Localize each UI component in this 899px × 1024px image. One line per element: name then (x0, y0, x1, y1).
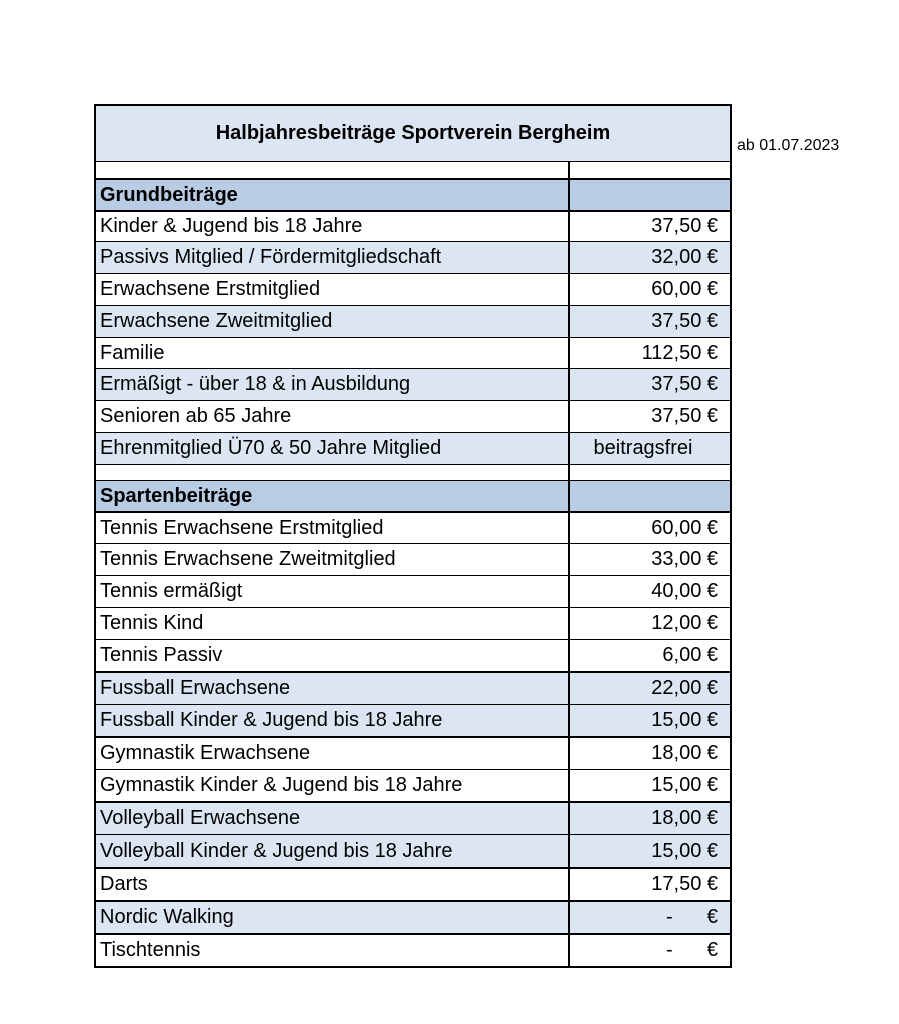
row-label: Tennis Erwachsene Erstmitglied (96, 513, 570, 543)
row-label: Fussball Erwachsene (96, 673, 570, 704)
row-value: 15,00 € (651, 839, 718, 862)
table-row (96, 769, 730, 801)
row-label: Erwachsene Erstmitglied (96, 274, 570, 305)
row-value: 17,50 € (651, 873, 718, 895)
row-label: Tennis Passiv (96, 640, 570, 671)
table-row (96, 337, 730, 368)
row-label: Volleyball Erwachsene (96, 803, 570, 834)
row-label: Kinder & Jugend bis 18 Jahre (96, 212, 570, 241)
row-label: Familie (96, 338, 570, 368)
table-row (96, 400, 730, 432)
table-row (96, 543, 730, 575)
row-value: 12,00 € (651, 612, 718, 634)
row-value: 15,00 € (651, 774, 718, 796)
row-value: beitragsfrei (593, 437, 693, 459)
table-row (96, 671, 730, 704)
table-row (96, 241, 730, 273)
fee-table (94, 104, 732, 968)
spacer-row (96, 162, 730, 178)
currency-symbol: € (706, 906, 718, 928)
row-label: Senioren ab 65 Jahre (96, 401, 570, 432)
row-value (570, 935, 730, 966)
table-row (96, 801, 730, 834)
row-label: Passivs Mitglied / Fördermitgliedschaft (96, 242, 570, 273)
row-label: Tennis Kind (96, 608, 570, 639)
table-row (96, 736, 730, 769)
row-value: 37,50 € (651, 373, 718, 395)
table-row (96, 575, 730, 607)
currency-symbol: € (706, 939, 718, 961)
table-row (96, 867, 730, 900)
table-row (96, 900, 730, 933)
row-label: Volleyball Kinder & Jugend bis 18 Jahre (96, 835, 570, 867)
table-row (96, 704, 730, 736)
row-value: 15,00 € (651, 709, 718, 731)
row-value: 33,00 € (651, 548, 718, 570)
table-row (96, 210, 730, 241)
table-row (96, 305, 730, 337)
row-label: Nordic Walking (96, 902, 570, 933)
row-value: 60,00 € (651, 516, 718, 539)
row-label: Ehrenmitglied Ü70 & 50 Jahre Mitglied (96, 433, 570, 464)
row-value: 40,00 € (651, 580, 718, 602)
table-row (96, 368, 730, 400)
table-title: Halbjahresbeiträge Sportverein Bergheim (96, 106, 730, 162)
row-value: 37,50 € (651, 405, 718, 427)
row-label: Tennis Erwachsene Zweitmitglied (96, 544, 570, 575)
row-label: Ermäßigt - über 18 & in Ausbildung (96, 369, 570, 400)
section-heading: Grundbeiträge (96, 180, 570, 210)
table-row (96, 933, 730, 966)
row-value: 37,50 € (651, 310, 718, 332)
row-label: Erwachsene Zweitmitglied (96, 306, 570, 337)
row-value: 22,00 € (651, 677, 718, 699)
row-value: 6,00 € (662, 644, 718, 666)
table-row (96, 432, 730, 464)
row-label: Fussball Kinder & Jugend bis 18 Jahre (96, 705, 570, 736)
row-value: 60,00 € (651, 278, 718, 300)
table-row (96, 511, 730, 543)
section-header-grund (96, 178, 730, 210)
table-row (96, 607, 730, 639)
row-label: Tennis ermäßigt (96, 576, 570, 607)
row-value: 18,00 € (651, 807, 718, 829)
row-value: 32,00 € (651, 246, 718, 268)
table-row (96, 273, 730, 305)
date-note: ab 01.07.2023 (737, 137, 840, 154)
section-header-sparten (96, 480, 730, 511)
row-value: 112,50 € (641, 341, 718, 364)
row-label: Darts (96, 869, 570, 900)
row-label: Gymnastik Erwachsene (96, 738, 570, 769)
spacer-row (96, 464, 730, 480)
table-row (96, 639, 730, 671)
dash-value: - (666, 939, 673, 961)
row-value: 37,50 € (651, 215, 718, 237)
row-label: Tischtennis (96, 935, 570, 966)
dash-value: - (666, 906, 673, 928)
row-value: 18,00 € (651, 742, 718, 764)
section-heading: Spartenbeiträge (96, 481, 570, 511)
table-row (96, 834, 730, 867)
row-label: Gymnastik Kinder & Jugend bis 18 Jahre (96, 770, 570, 801)
row-value (570, 902, 730, 933)
